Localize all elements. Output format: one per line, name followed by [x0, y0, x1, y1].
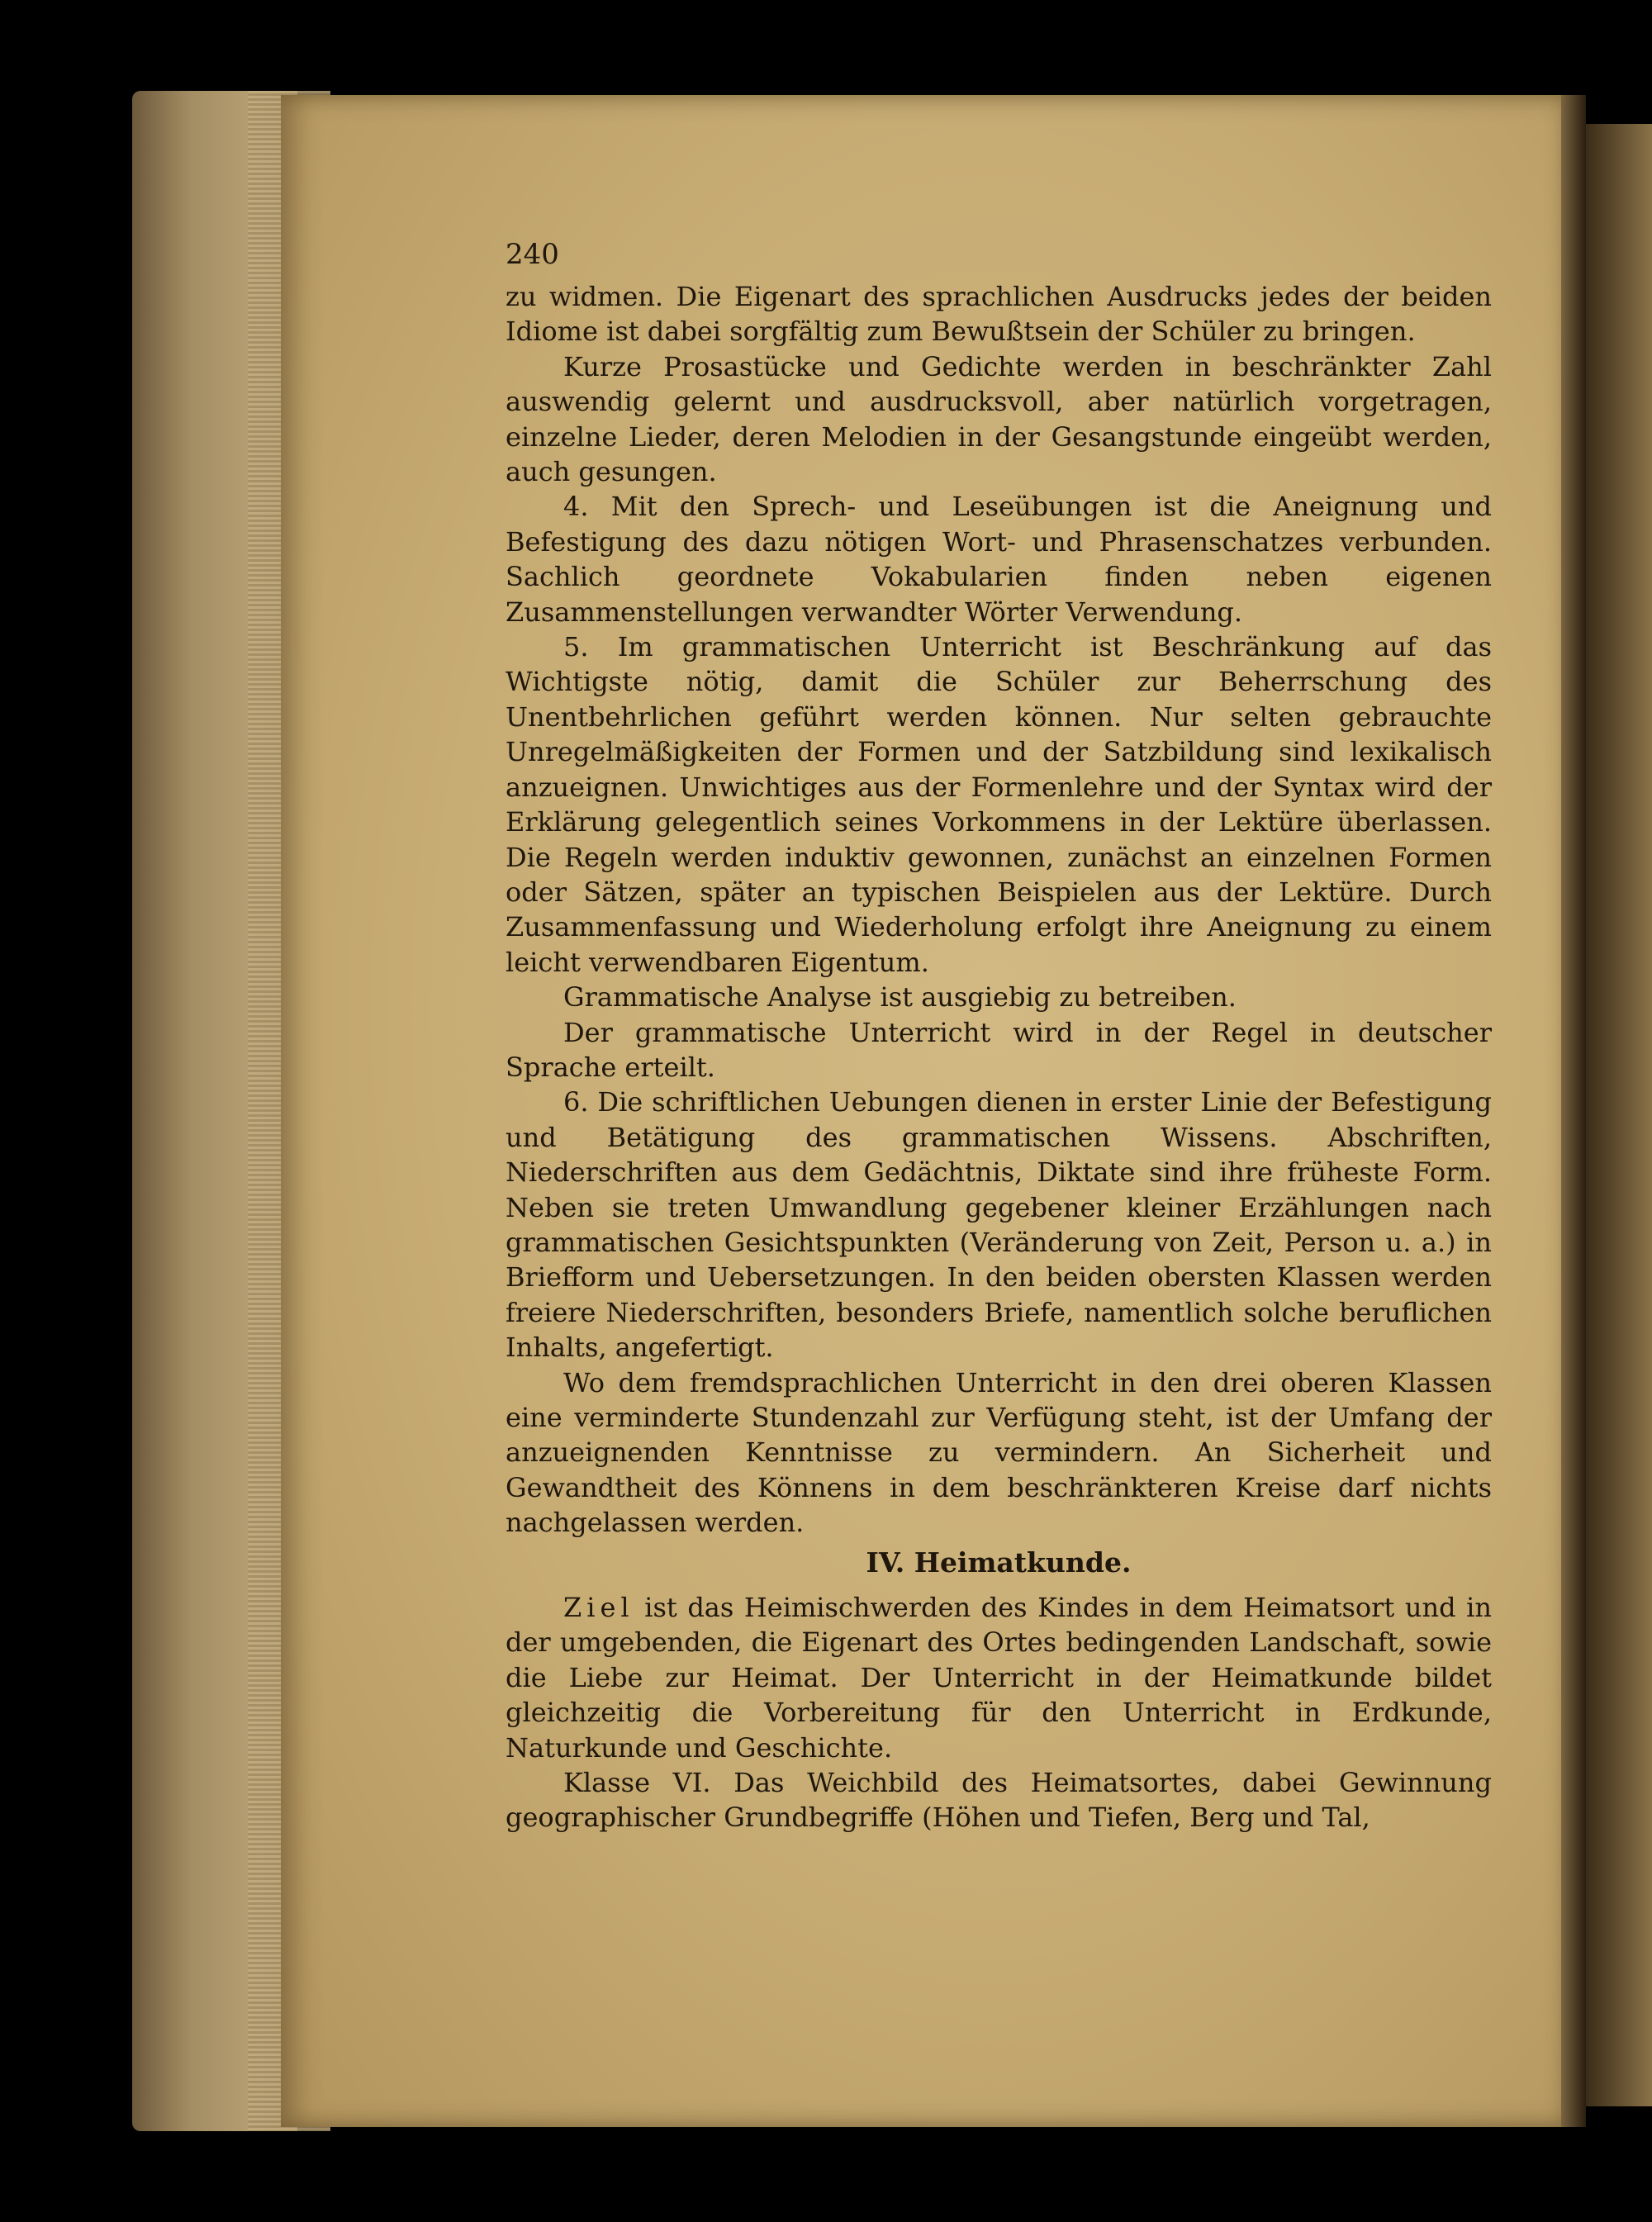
paragraph-ziel — [506, 1590, 1492, 1765]
page-gutter — [1561, 95, 1586, 2127]
paragraph: 5. Im grammatischen Unterricht ist Beschränkung auf das Wichtigste nötig, damit die Schüler zur Beherrschung des Unentbehrlichen geführt werden können. Nur selten gebrauchte Unregelmäßigkeiten der Formen und der Satzbildung sind lexikalisch anzueignen. Unwichtiges aus der Formenlehre und der Syntax wird der Erklärung gelegentlich seines Vorkommens in der Lektüre überlassen. Die Regeln werden induktiv gewonnen, zunächst an einzelnen Formen oder Sätzen, später an typischen Beispielen aus der Lektüre. Durch Zusammenfassung und Wiederholung erfolgt ihre Aneignung zu einem leicht verwendbaren Eigentum. — [506, 631, 1492, 978]
ziel-lead: Ziel — [563, 1592, 634, 1624]
paragraph: Kurze Prosastücke und Gedichte werden in beschränkter Zahl auswendig gelernt und ausdrucksvoll, aber natürlich vorgetragen, einzelne Lieder, deren Melodien in der Gesangstunde eingeübt werden, auch gesungen. — [506, 350, 1492, 488]
paragraph: Grammatische Analyse ist ausgiebig zu betreiben. — [563, 981, 1237, 1014]
paragraph: zu widmen. Die Eigenart des sprachlichen Ausdrucks jedes der beiden Idiome ist dabei sorgfältig zum Bewußtsein der Schüler zu bringen. — [506, 281, 1492, 348]
paragraph: Wo dem fremdsprachlichen Unterricht in den drei oberen Klassen eine verminderte Stundenzahl zur Verfügung steht, ist der Umfang der anzueignenden Kenntnisse zu vermindern. An Sicherheit und Gewandtheit des Könnens in dem beschränkteren Kreise darf nichts nachgelassen werden. — [506, 1366, 1492, 1539]
page-number: 240 — [506, 238, 559, 271]
facing-page-edge — [1586, 124, 1652, 2106]
paragraph: 6. Die schriftlichen Uebungen dienen in erster Linie der Befestigung und Betätigung des grammatischen Wissens. Abschriften, Niederschriften aus dem Gedächtnis, Diktate sind ihre früheste Form. Neben sie treten Umwandlung gegebener kleiner Erzählungen nach grammatischen Gesichtspunkten (Veränderung von Zeit, Person u. a.) in Briefform und Uebersetzungen. In den beiden obersten Klassen werden freiere Niederschriften, besonders Briefe, namentlich solche beruflichen Inhalts, angefertigt. — [506, 1086, 1492, 1364]
paragraph-klasse: Klasse VI. Das Weichbild des Heimatsortes, dabei Gewinnung geographischer Grundbegriffe (Höhen und Tiefen, Berg und Tal, — [506, 1767, 1492, 1834]
section-heading: IV. Heimatkunde. — [866, 1545, 1132, 1579]
ziel-text: ist das Heimischwerden des Kindes in dem Heimatsort und in der umgebenden, die Eigenart des Ortes bedingenden Landschaft, sowie die Liebe zur Heimat. Der Unterricht in der Heimatkunde bildet gleichzeitig die Vorbereitung für den Unterricht in Erdkunde, Naturkunde und Geschichte. — [506, 1592, 1492, 1764]
page-text — [506, 279, 1492, 1835]
paragraph: 4. Mit den Sprech- und Leseübungen ist die Aneignung und Befestigung des dazu nötigen Wort- und Phrasenschatzes verbunden. Sachlich geordnete Vokabularien finden neben eigenen Zusammenstellungen verwandter Wörter Verwendung. — [506, 491, 1492, 628]
paragraph: Der grammatische Unterricht wird in der Regel in deutscher Sprache erteilt. — [506, 1016, 1492, 1083]
